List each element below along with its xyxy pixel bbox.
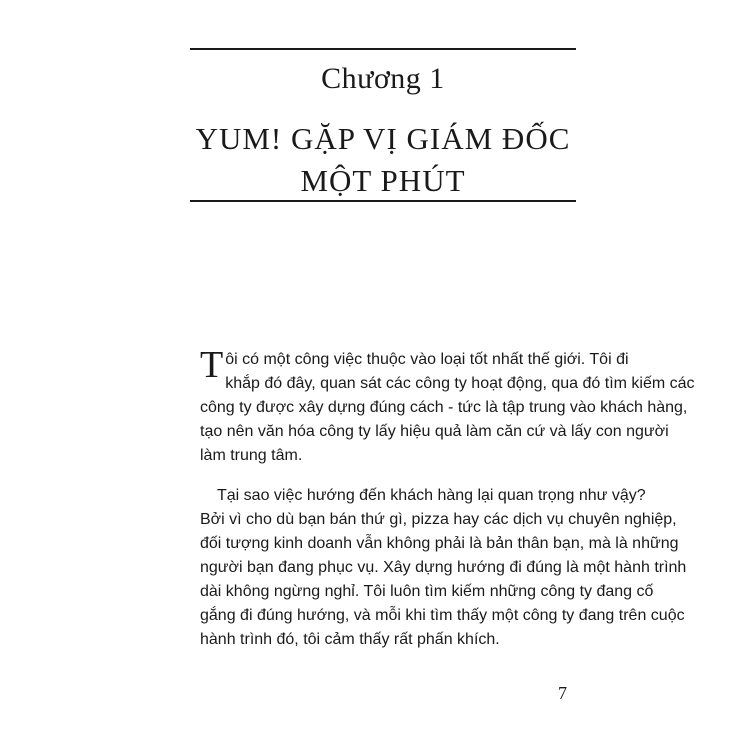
paragraph-line: đối tượng kinh doanh vẫn không phải là bản thân bạn, mà là những <box>200 535 679 552</box>
chapter-label: Chương 1 <box>321 62 445 95</box>
chapter-title-line-2: MỘT PHÚT <box>300 163 466 198</box>
chapter-title <box>190 118 576 202</box>
paragraph-line: ôi có một công việc thuộc vào loại tốt nhất thế giới. Tôi đi <box>225 351 629 368</box>
paragraph-2 <box>200 484 687 652</box>
paragraph-line: Tại sao việc hướng đến khách hàng lại quan trọng như vậy? <box>217 487 646 504</box>
paragraph-line: Bởi vì cho dù bạn bán thứ gì, pizza hay các dịch vụ chuyên nghiệp, <box>200 511 677 528</box>
paragraph-line: làm trung tâm. <box>200 447 303 464</box>
chapter-body <box>200 344 695 652</box>
paragraph-line: hành trình đó, tôi cảm thấy rất phấn khích. <box>200 631 500 648</box>
paragraph-line: gắng đi đúng hướng, và mỗi khi tìm thấy một công ty đang trên cuộc <box>200 607 685 624</box>
top-rule <box>190 48 576 50</box>
bottom-rule <box>190 200 576 202</box>
paragraph-line: khắp đó đây, quan sát các công ty hoạt động, qua đó tìm kiếm các <box>225 375 695 392</box>
paragraph-line: tạo nên văn hóa công ty lấy hiệu quả làm căn cứ và lấy con người <box>200 423 669 440</box>
chapter-title-line-1: YUM! GẶP VỊ GIÁM ĐỐC <box>195 121 571 156</box>
drop-cap: T <box>200 344 224 386</box>
paragraph-line: người bạn đang phục vụ. Xây dựng hướng đi đúng là một hành trình <box>200 559 687 576</box>
page-number: 7 <box>558 683 567 703</box>
paragraph-line: công ty được xây dựng đúng cách - tức là tập trung vào khách hàng, <box>200 399 688 416</box>
paragraph-line: dài không ngừng nghỉ. Tôi luôn tìm kiếm những công ty đang cố <box>200 583 654 600</box>
paragraph-1 <box>200 344 695 468</box>
